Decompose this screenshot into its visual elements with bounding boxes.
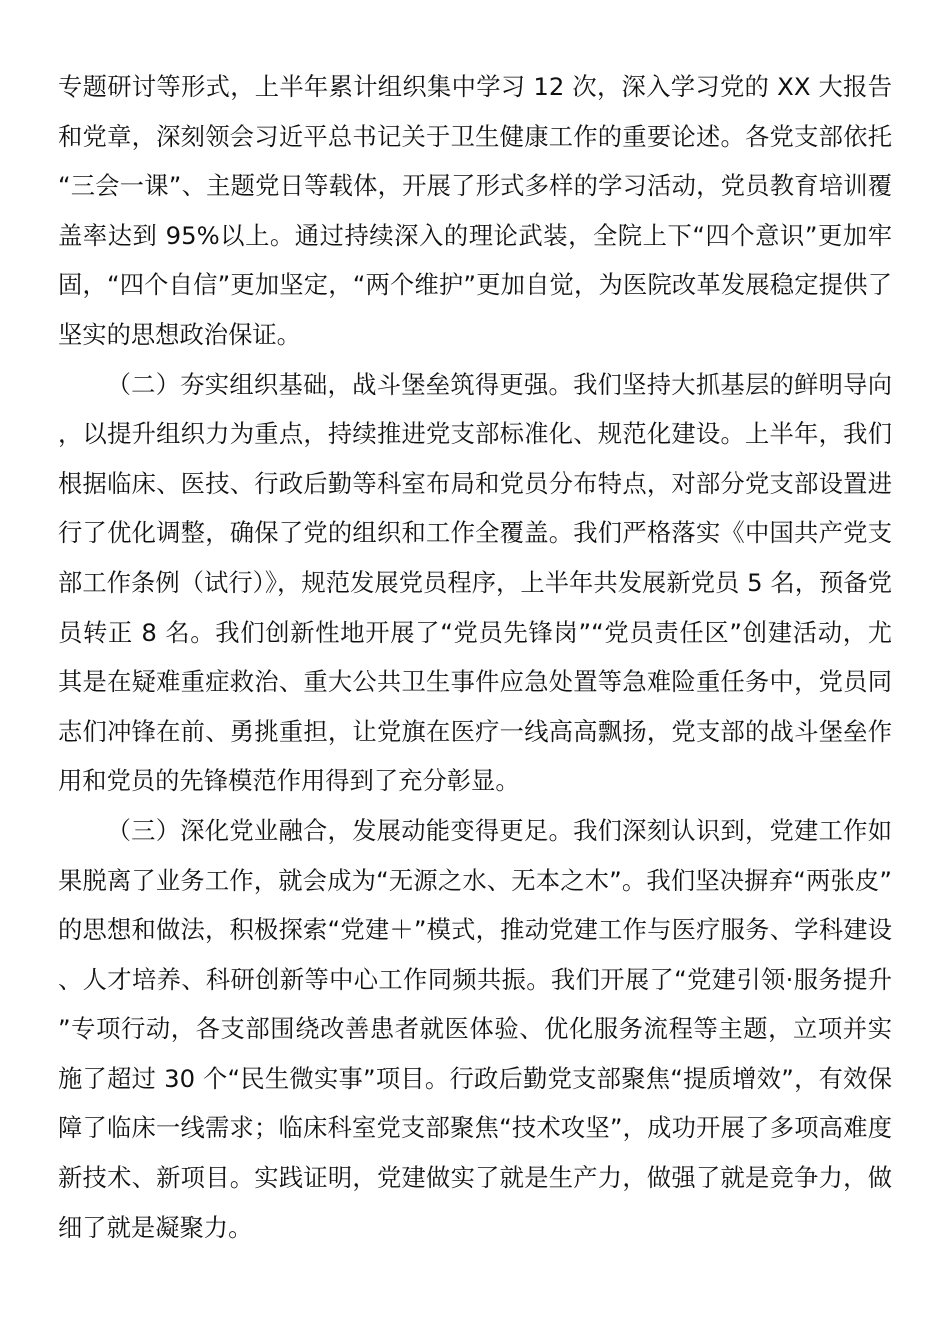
paragraph-organization-foundation: （二）夯实组织基础，战斗堡垒筑得更强。我们坚持大抓基层的鲜明导向，以提升组织力为重点，持续推进党支部标准化、规范化建设。上半年，我们根据临床、医技、行政后勤等科室布局和党员分布特点，对部分党支部设置进行了优化调整，确保了党的组织和工作全覆盖。我们严格落实《中国共产党支部工作条例（试行）》，规范发展党员程序，上半年共发展新党员 5 名，预备党员转正 8 名。我们创新性地开展了“党员先锋岗”“党员责任区”创建活动，尤其是在疑难重症救治、重大公共卫生事件应急处置等急难险重任务中，党员同志们冲锋在前、勇挑重担，让党旗在医疗一线高高飘扬，党支部的战斗堡垒作用和党员的先锋模范作用得到了充分彰显。 xyxy=(58,369,892,796)
document-page xyxy=(58,62,892,1252)
paragraph-party-business-integration: （三）深化党业融合，发展动能变得更足。我们深刻认识到，党建工作如果脱离了业务工作，就会成为“无源之水、无本之木”。我们坚决摒弃“两张皮”的思想和做法，积极探索“党建＋”模式，推动党建工作与医疗服务、学科建设、人才培养、科研创新等中心工作同频共振。我们开展了“党建引领·服务提升”专项行动，各支部围绕改善患者就医体验、优化服务流程等主题，立项并实施了超过 30 个“民生微实事”项目。行政后勤党支部聚焦“提质增效”，有效保障了临床一线需求；临床科室党支部聚焦“技术攻坚”，成功开展了多项高难度新技术、新项目。实践证明，党建做实了就是生产力，做强了就是竞争力，做细了就是凝聚力。 xyxy=(58,815,892,1242)
paragraph-study-continuation: 专题研讨等形式，上半年累计组织集中学习 12 次，深入学习党的 XX 大报告和党章，深刻领会习近平总书记关于卫生健康工作的重要论述。各党支部依托“三会一课”、主题党日等载体，开展了形式多样的学习活动，党员教育培训覆盖率达到 95%以上。通过持续深入的理论武装，全院上下“四个意识”更加牢固，“四个自信”更加坚定，“两个维护”更加自觉，为医院改革发展稳定提供了坚实的思想政治保证。 xyxy=(58,72,892,349)
